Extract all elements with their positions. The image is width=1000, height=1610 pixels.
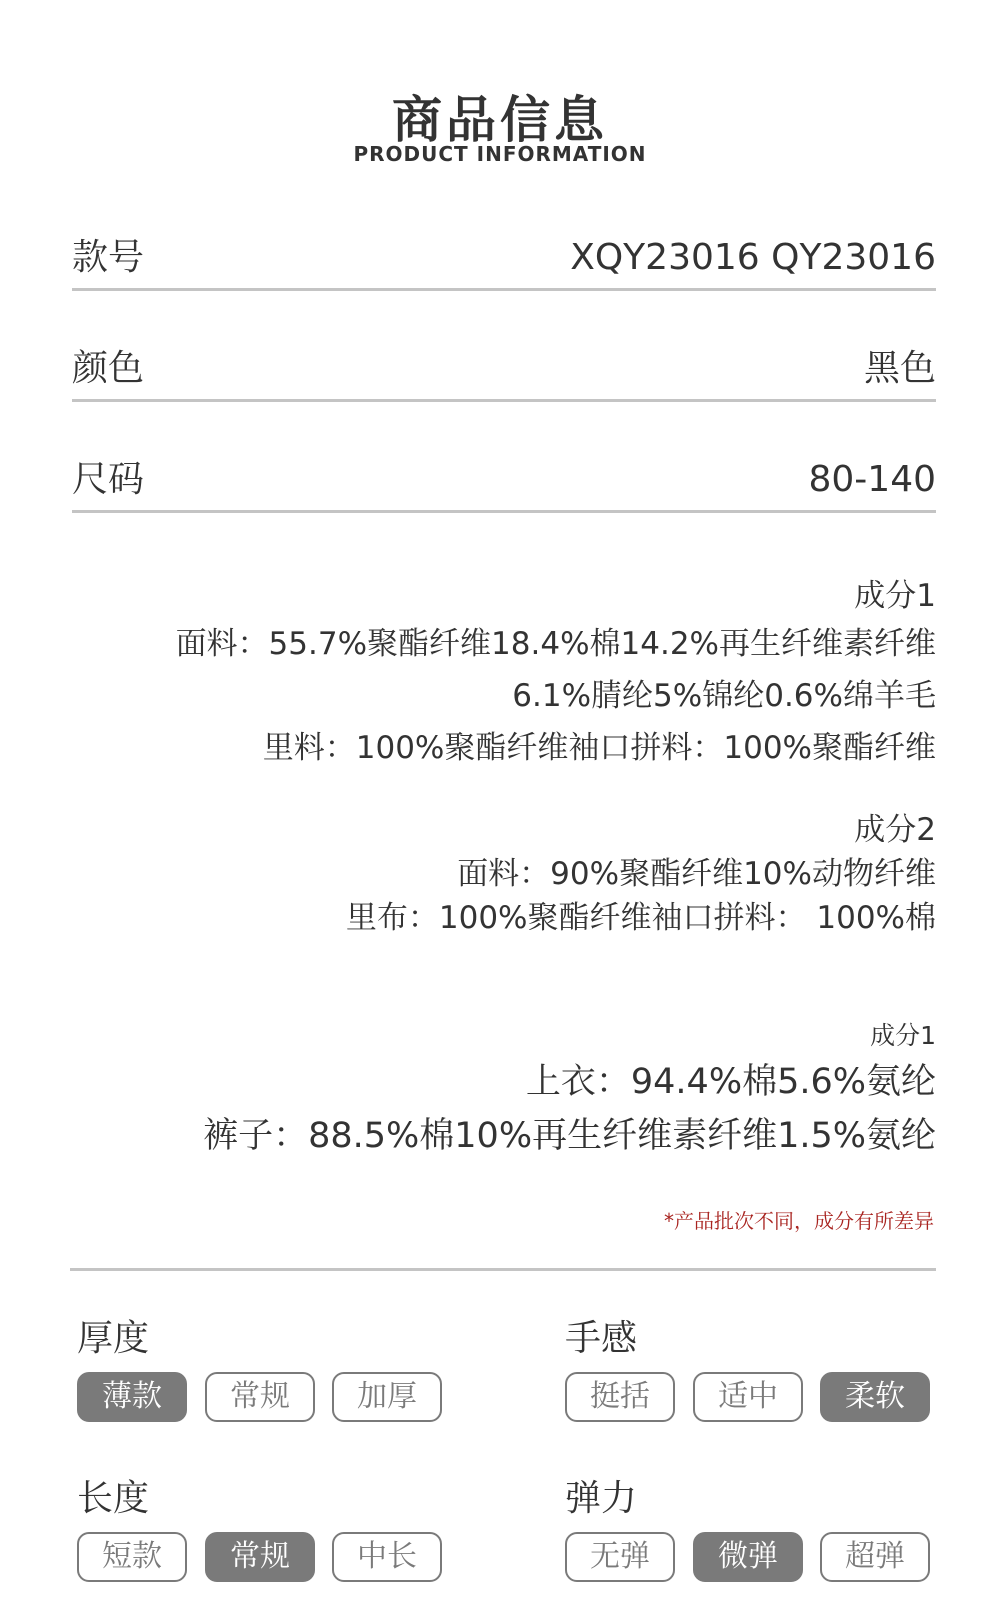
spec-row-style-number: [72, 228, 936, 291]
attribute-title-elasticity: 弹力: [565, 1478, 638, 1519]
composition-line: 6.1%腈纶5%锦纶0.6%绵羊毛: [512, 678, 936, 714]
elasticity-options: [565, 1532, 935, 1582]
length-options: [77, 1532, 447, 1582]
length-option-mid-long: 中长: [332, 1532, 442, 1582]
spec-value: 黑色: [863, 348, 936, 389]
composition-title: 成分1: [870, 1021, 936, 1050]
composition-1: [176, 574, 936, 774]
spec-row-size: [72, 450, 936, 513]
spec-label: 尺码: [72, 459, 145, 500]
spec-label: 款号: [72, 237, 145, 278]
composition-line: 上衣：94.4%棉5.6%氨纶: [525, 1062, 936, 1102]
attribute-title-thickness: 厚度: [77, 1318, 150, 1359]
composition-3: [203, 1017, 936, 1163]
elasticity-option-slight: 微弹: [693, 1532, 803, 1582]
composition-line: 面料：90%聚酯纤维10%动物纤维: [457, 856, 936, 892]
attribute-title-feel: 手感: [565, 1318, 638, 1359]
length-option-short: 短款: [77, 1532, 187, 1582]
feel-option-soft: 柔软: [820, 1372, 930, 1422]
composition-2: [346, 808, 936, 940]
composition-line: 面料：55.7%聚酯纤维18.4%棉14.2%再生纤维素纤维: [175, 626, 936, 662]
thickness-options: [77, 1372, 447, 1422]
attribute-title-length: 长度: [77, 1478, 150, 1519]
spec-label: 颜色: [72, 348, 145, 389]
spec-value: 80-140: [808, 459, 936, 500]
elasticity-option-none: 无弹: [565, 1532, 675, 1582]
batch-variance-note: *产品批次不同，成分有所差异: [664, 1209, 934, 1233]
page-subtitle: PRODUCT INFORMATION: [353, 142, 647, 166]
feel-options: [565, 1372, 935, 1422]
composition-title: 成分1: [854, 578, 936, 614]
feel-option-moderate: 适中: [693, 1372, 803, 1422]
feel-option-crisp: 挺括: [565, 1372, 675, 1422]
spec-row-color: [72, 339, 936, 402]
elasticity-option-high: 超弹: [820, 1532, 930, 1582]
length-option-regular: 常规: [205, 1532, 315, 1582]
page-title: 商品信息: [392, 91, 608, 149]
composition-title: 成分2: [854, 812, 936, 848]
section-divider: [70, 1268, 936, 1271]
thickness-option-thick: 加厚: [332, 1372, 442, 1422]
thickness-option-thin: 薄款: [77, 1372, 187, 1422]
composition-line: 里料：100%聚酯纤维袖口拼料：100%聚酯纤维: [262, 730, 936, 766]
composition-line: 里布：100%聚酯纤维袖口拼料： 100%棉: [345, 900, 936, 936]
thickness-option-regular: 常规: [205, 1372, 315, 1422]
composition-line: 裤子：88.5%棉10%再生纤维素纤维1.5%氨纶: [203, 1116, 936, 1156]
spec-value: XQY23016 QY23016: [570, 237, 936, 278]
